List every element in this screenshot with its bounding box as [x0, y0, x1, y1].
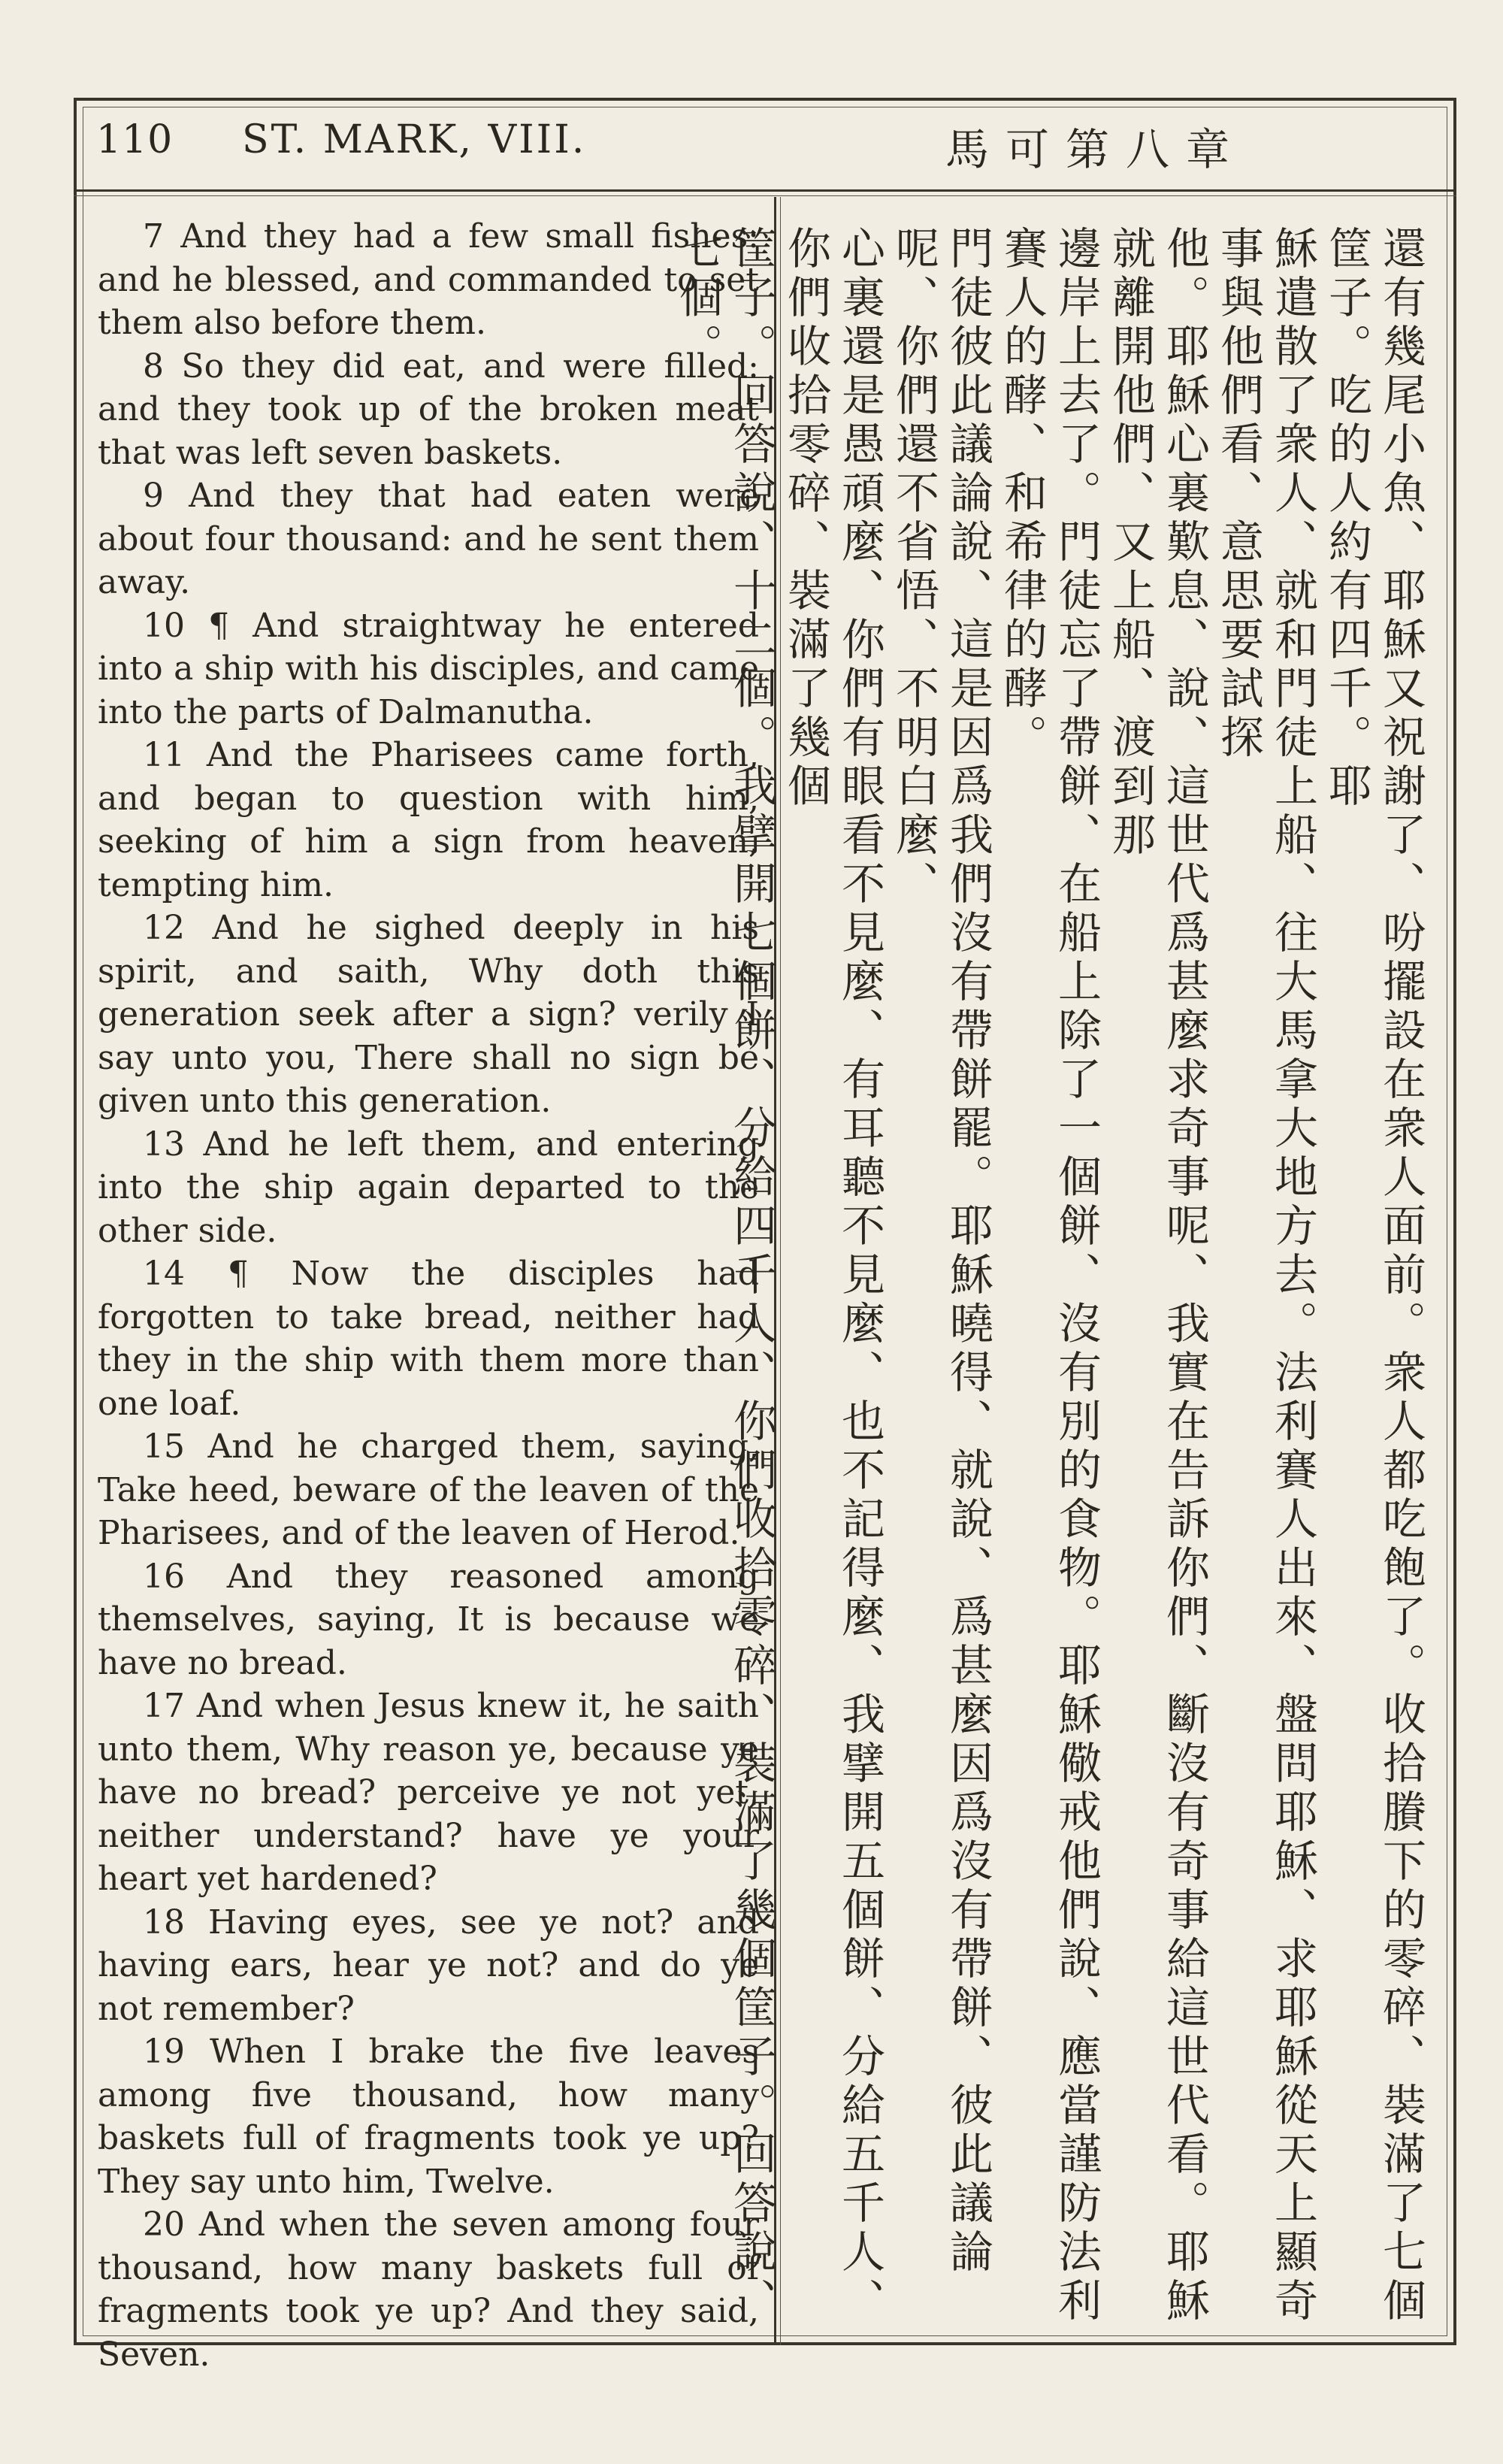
chinese-column-5: 門徒彼此議論說、這是因爲我們沒有帶餅罷。耶穌曉得、就說、爲甚麼因爲沒有帶餅、彼此議論呢、你們還不省悟、不明白麼、: [888, 226, 993, 2278]
verse-9: 9 And they that had eaten were about four thousand: and he sent them away.: [98, 477, 759, 601]
verse-15: 15 And he charged them, saying, Take heed, beware of the leaven of the Pharisees, and of the leaven of Herod.: [98, 1427, 759, 1552]
verse-12: 12 And he sighed deeply in his spirit, and saith, Why doth this generation seek after a sign? verily I say unto you, There shall no sign be given unto this generation.: [98, 909, 759, 1120]
verse-17: 17 And when Jesus knew it, he saith unto them, Why reason ye, because ye have no bread? perceive ye not yet, neither understand? have ye your heart yet hardened?: [98, 1687, 759, 1898]
chinese-column-2: 穌遣散了衆人、就和門徒上船、往大馬拿大地方去。法利賽人出來、盤問耶穌、求耶穌從天上顯奇事與他們看、意思要試探: [1213, 226, 1318, 2326]
chinese-column-7: 筐子。回答說、十二個。我擘開七個餅、分給四千人、你們收拾零碎、裝滿了幾個筐子。回答說、七個。: [672, 226, 777, 2326]
chinese-running-title: 馬可第八章: [945, 124, 1246, 175]
english-text-column: [98, 215, 759, 2376]
verse-13: 13 And he left them, and entering into the ship again departed to the other side.: [98, 1125, 759, 1250]
verse-11: 11 And the Pharisees came forth, and began to question with him, seeking of him a sign from heaven, tempting him.: [98, 736, 759, 904]
chinese-column-4: 邊岸上去了。門徒忘了帶餅、在船上除了一個餅、沒有別的食物。耶穌儆戒他們說、應當謹防法利賽人的酵、和希律的酵。: [996, 226, 1102, 2326]
chinese-column-3: 他。耶穌心裏歎息、說、這世代爲甚麼求奇事呢、我實在告訴你們、斷沒有奇事給這世代看。耶穌就離開他們、又上船、渡到那: [1105, 226, 1210, 2326]
verse-14: 14 ¶ Now the disciples had forgotten to take bread, neither had they in the ship with them more than one loaf.: [98, 1255, 759, 1423]
chinese-column-1: 還有幾尾小魚、耶穌又祝謝了、吩擺設在衆人面前。衆人都吃飽了。收拾賸下的零碎、裝滿了七個筐子。吃的人約有四千。耶: [1321, 226, 1426, 2326]
chinese-column-6: 心裏還是愚頑麼、你們有眼看不見麼、有耳聽不見麼、也不記得麼、我擘開五個餅、分給五千人、你們收拾零碎、裝滿了幾個: [780, 226, 885, 2326]
verse-19: 19 When I brake the five leaves among five thousand, how many baskets full of fragments took ye up? They say unto him, Twelve.: [98, 2033, 759, 2201]
page-number: 110: [96, 117, 174, 162]
verse-20: 20 And when the seven among four thousand, how many baskets full of fragments took ye up? And they said, Seven.: [98, 2205, 759, 2374]
running-title: ST. MARK, VIII.: [242, 117, 587, 162]
verse-16: 16 And they reasoned among themselves, saying, It is because we have no bread.: [98, 1557, 759, 1682]
verse-10: 10 ¶ And straightway he entered into a ship with his disciples, and came into the parts of Dalmanutha.: [98, 606, 759, 731]
chinese-text-column: [672, 226, 1428, 2330]
header-divider-inner: [74, 195, 1456, 196]
verse-18: 18 Having eyes, see ye not? and having ears, hear ye not? and do ye not remember?: [98, 1902, 759, 2028]
verse-8: 8 So they did eat, and were filled: and they took up of the broken meat that was left seven baskets.: [98, 347, 759, 472]
verse-7: 7 And they had a few small fishes: and he blessed, and commanded to set them also before them.: [98, 217, 759, 342]
header-divider: [74, 189, 1456, 192]
